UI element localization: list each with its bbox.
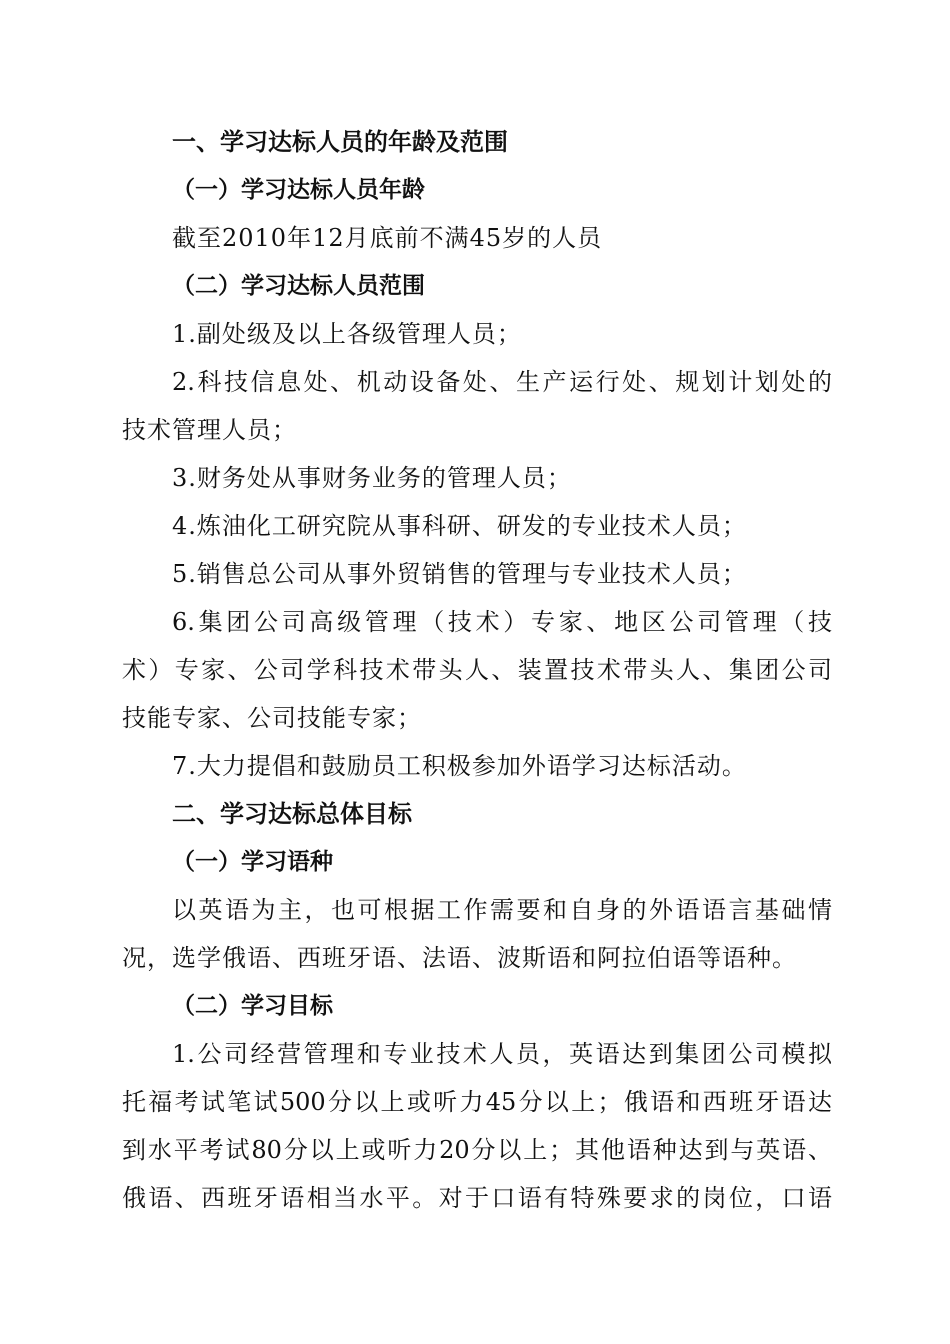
scope-item-7: 7.大力提倡和鼓励员工积极参加外语学习达标活动。 (172, 752, 747, 780)
subheading-targets: （二）学习目标 (172, 993, 333, 1019)
subheading-age: （一）学习达标人员年龄 (172, 177, 425, 203)
scope-item-6-line-2: 术）专家、公司学科技术带头人、装置技术带头人、集团公司 (122, 656, 832, 684)
languages-line-2: 况，选学俄语、西班牙语、法语、波斯语和阿拉伯语等语种。 (122, 944, 797, 972)
scope-item-3: 3.财务处从事财务业务的管理人员； (172, 464, 572, 492)
scope-item-2-line-2: 技术管理人员； (122, 416, 297, 444)
scope-item-6-line-3: 技能专家、公司技能专家； (122, 704, 422, 732)
targets-line-1: 1.公司经营管理和专业技术人员，英语达到集团公司模拟 (172, 1040, 832, 1068)
subheading-scope: （二）学习达标人员范围 (172, 273, 425, 299)
targets-line-3: 到水平考试80分以上或听力20分以上；其他语种达到与英语、 (122, 1136, 832, 1164)
scope-item-1: 1.副处级及以上各级管理人员； (172, 320, 522, 348)
scope-item-5: 5.销售总公司从事外贸销售的管理与专业技术人员； (172, 560, 747, 588)
targets-line-4: 俄语、西班牙语相当水平。对于口语有特殊要求的岗位，口语 (122, 1184, 832, 1212)
age-criteria-text: 截至2010年12月底前不满45岁的人员 (172, 224, 603, 252)
scope-item-6-line-1: 6.集团公司高级管理（技术）专家、地区公司管理（技 (172, 608, 832, 636)
scope-item-4: 4.炼油化工研究院从事科研、研发的专业技术人员； (172, 512, 747, 540)
languages-line-1: 以英语为主，也可根据工作需要和自身的外语语言基础情 (172, 896, 832, 924)
scope-item-2-line-1: 2.科技信息处、机动设备处、生产运行处、规划计划处的 (172, 368, 832, 396)
section-heading-goals: 二、学习达标总体目标 (172, 800, 412, 828)
targets-line-2: 托福考试笔试500分以上或听力45分以上；俄语和西班牙语达 (122, 1088, 832, 1116)
subheading-languages: （一）学习语种 (172, 849, 333, 875)
section-heading-age-scope: 一、学习达标人员的年龄及范围 (172, 128, 508, 156)
